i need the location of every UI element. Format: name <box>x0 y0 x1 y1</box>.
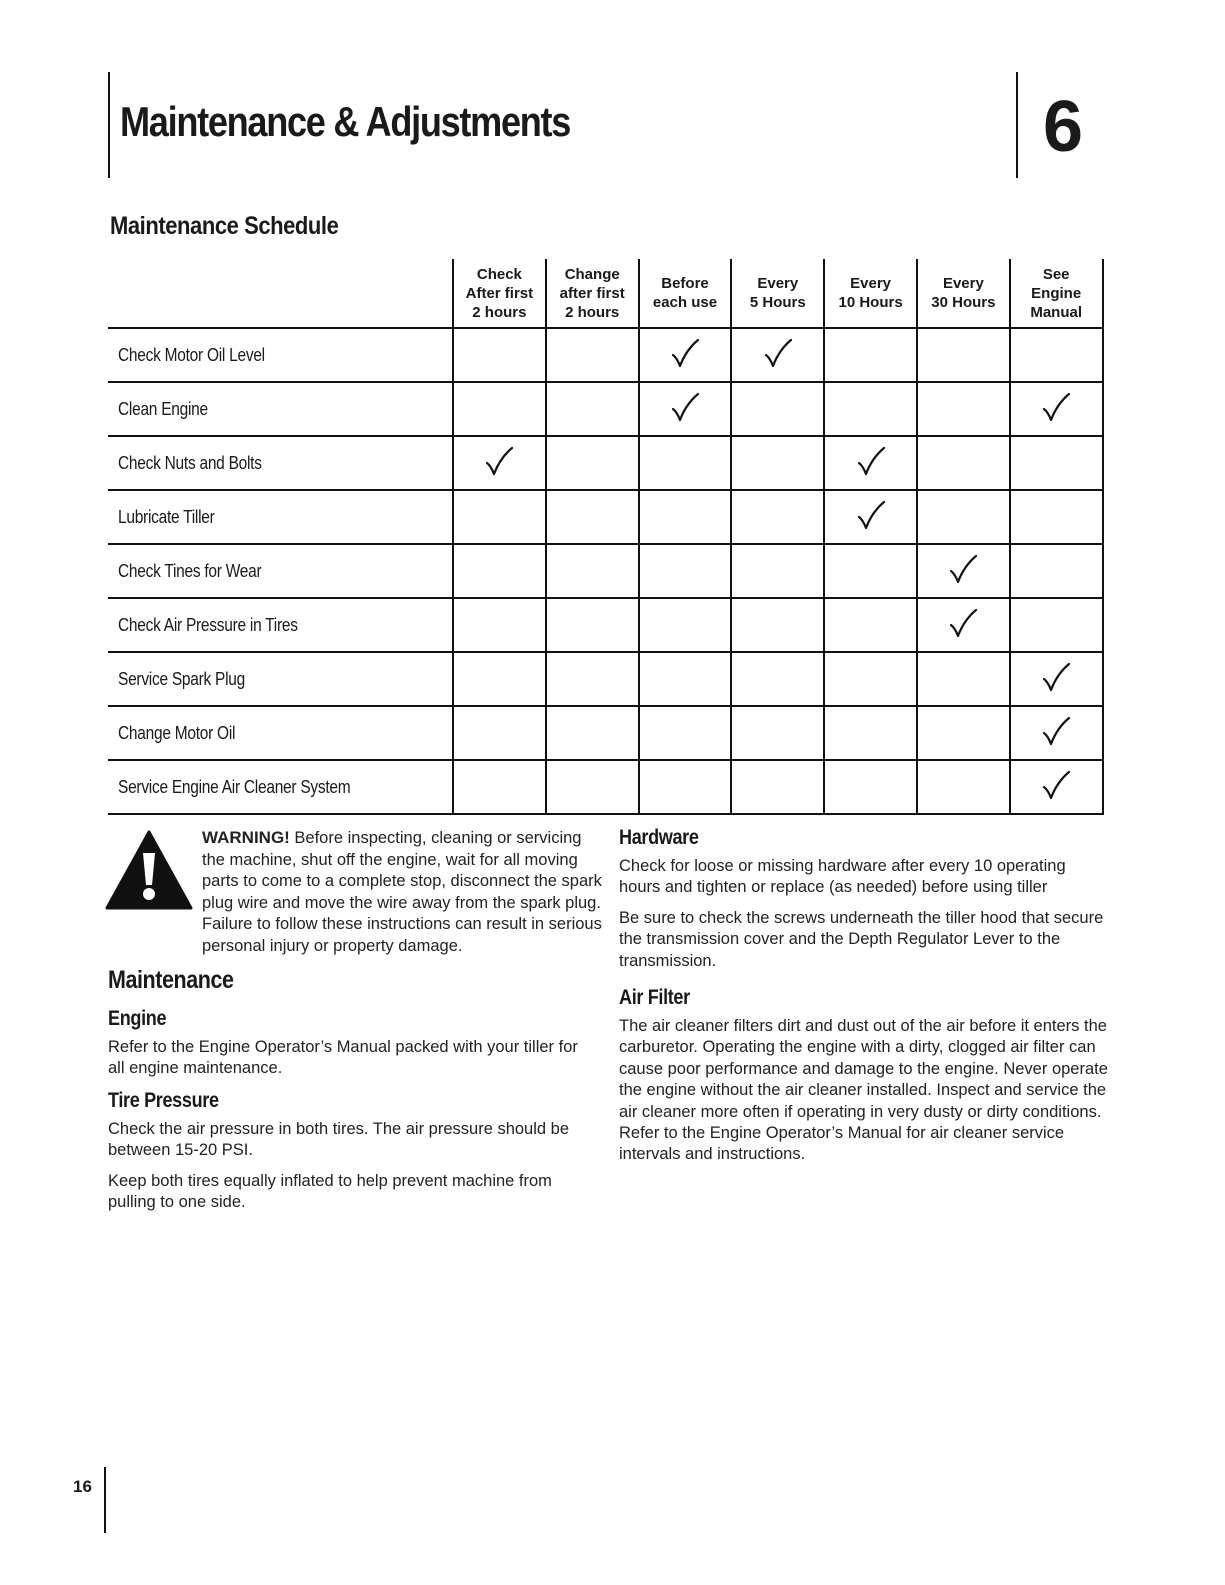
warning-triangle-icon <box>104 829 194 911</box>
schedule-row <box>108 544 1103 598</box>
schedule-cell <box>546 328 639 382</box>
column-header: Every 10 Hours <box>824 259 917 328</box>
schedule-cell <box>824 598 917 652</box>
checkmark-icon <box>1039 390 1073 424</box>
schedule-cell <box>639 760 732 814</box>
schedule-cell <box>1010 490 1103 544</box>
schedule-cell <box>546 652 639 706</box>
schedule-row <box>108 490 1103 544</box>
schedule-row <box>108 760 1103 814</box>
schedule-cell <box>639 544 732 598</box>
task-cell <box>108 760 453 814</box>
column-header: Every 5 Hours <box>731 259 824 328</box>
schedule-row <box>108 652 1103 706</box>
schedule-cell <box>453 328 546 382</box>
title-rule-left <box>108 72 110 178</box>
task-label: Check Nuts and Bolts <box>118 452 262 473</box>
schedule-row <box>108 598 1103 652</box>
schedule-cell <box>453 652 546 706</box>
schedule-cell <box>731 490 824 544</box>
maintenance-schedule-table <box>108 259 1104 815</box>
schedule-cell <box>917 436 1010 490</box>
task-label: Clean Engine <box>118 398 208 419</box>
engine-text: Refer to the Engine Operator’s Manual packed with your tiller for all engine maintenance. <box>108 1038 578 1078</box>
schedule-cell <box>917 652 1010 706</box>
task-cell <box>108 328 453 382</box>
schedule-cell <box>731 544 824 598</box>
right-column <box>619 826 1109 1175</box>
schedule-cell <box>917 328 1010 382</box>
checkmark-icon <box>946 552 980 586</box>
schedule-cell <box>546 490 639 544</box>
schedule-cell <box>824 760 917 814</box>
schedule-cell <box>1010 652 1103 706</box>
schedule-cell <box>731 382 824 436</box>
schedule-cell <box>917 706 1010 760</box>
schedule-cell <box>917 544 1010 598</box>
schedule-cell <box>917 382 1010 436</box>
schedule-row <box>108 328 1103 382</box>
schedule-cell <box>453 382 546 436</box>
schedule-cell <box>546 706 639 760</box>
schedule-cell <box>546 544 639 598</box>
schedule-cell <box>639 490 732 544</box>
task-cell <box>108 706 453 760</box>
task-label: Lubricate Tiller <box>118 506 215 527</box>
task-label: Check Air Pressure in Tires <box>118 614 298 635</box>
schedule-row <box>108 382 1103 436</box>
checkmark-icon <box>761 336 795 370</box>
schedule-cell <box>453 544 546 598</box>
schedule-cell <box>731 436 824 490</box>
column-header: Check After first 2 hours <box>453 259 546 328</box>
schedule-body <box>108 328 1103 814</box>
column-header: Before each use <box>639 259 732 328</box>
chapter-number: 6 <box>1043 87 1084 167</box>
schedule-cell <box>824 382 917 436</box>
checkmark-icon <box>482 444 516 478</box>
schedule-cell <box>1010 706 1103 760</box>
schedule-cell <box>731 760 824 814</box>
task-label: Service Engine Air Cleaner System <box>118 776 351 797</box>
schedule-cell <box>917 598 1010 652</box>
tire-pressure-heading: Tire Pressure <box>108 1088 219 1112</box>
column-header: See Engine Manual <box>1010 259 1103 328</box>
schedule-cell <box>824 544 917 598</box>
task-cell <box>108 544 453 598</box>
checkmark-icon <box>1039 660 1073 694</box>
task-cell <box>108 436 453 490</box>
schedule-cell <box>1010 760 1103 814</box>
tire-pressure-text: Check the air pressure in both tires. The air pressure should be between 15-20 PSI. <box>108 1119 570 1160</box>
schedule-cell <box>731 652 824 706</box>
schedule-cell <box>546 760 639 814</box>
schedule-cell <box>1010 544 1103 598</box>
task-column-header <box>108 259 453 328</box>
schedule-cell <box>917 490 1010 544</box>
schedule-cell <box>917 760 1010 814</box>
checkmark-icon <box>668 336 702 370</box>
schedule-cell <box>1010 382 1103 436</box>
schedule-row <box>108 436 1103 490</box>
schedule-cell <box>639 652 732 706</box>
task-cell <box>108 382 453 436</box>
warning-body: Before inspecting, cleaning or servicing the machine, shut off the engine, wait for all moving parts to come to a complete stop, disconnect the spark plug wire and move the wire away from the spark plug. Failure to follow these instructions can result in serious personal injury or property damage. <box>202 829 602 955</box>
warning-label: WARNING! <box>202 828 290 847</box>
schedule-cell <box>453 490 546 544</box>
page-number-rule <box>104 1467 106 1533</box>
schedule-row <box>108 706 1103 760</box>
hardware-text: Check for loose or missing hardware after every 10 operating hours and tighten or replace (as needed) before using tiller <box>619 857 1066 897</box>
air-filter-heading: Air Filter <box>619 986 690 1010</box>
schedule-cell <box>453 706 546 760</box>
left-column <box>108 966 598 1222</box>
checkmark-icon <box>854 498 888 532</box>
schedule-cell <box>1010 598 1103 652</box>
schedule-cell <box>639 328 732 382</box>
schedule-cell <box>639 382 732 436</box>
page-number: 16 <box>73 1477 92 1496</box>
schedule-cell <box>731 328 824 382</box>
warning-text <box>202 827 602 958</box>
schedule-cell <box>731 598 824 652</box>
schedule-cell <box>639 436 732 490</box>
air-filter-text: The air cleaner filters dirt and dust out of the air before it enters the carburetor. Operating the engine with a dirty, clogged air filter can cause poor performance and damage to the engine. Never operate the engine without the air cleaner installed. Inspect and service the air cleaner more often if operating in very dusty or dirty conditions. Refer to the Engine Operator’s Manual for air cleaner service intervals and instructions. <box>619 1017 1108 1164</box>
schedule-heading: Maintenance Schedule <box>110 212 339 240</box>
schedule-cell <box>546 382 639 436</box>
schedule-cell <box>824 436 917 490</box>
schedule-cell <box>453 760 546 814</box>
schedule-cell <box>639 706 732 760</box>
schedule-cell <box>824 490 917 544</box>
hardware-text-2: Be sure to check the screws underneath the tiller hood that secure the transmission cover and the Depth Regulator Lever to the transmission. <box>619 908 1104 970</box>
task-label: Change Motor Oil <box>118 722 236 743</box>
schedule-cell <box>546 598 639 652</box>
checkmark-icon <box>854 444 888 478</box>
hardware-heading: Hardware <box>619 826 699 849</box>
checkmark-icon <box>1039 768 1073 802</box>
column-header: Every 30 Hours <box>917 259 1010 328</box>
task-cell <box>108 652 453 706</box>
schedule-cell <box>824 652 917 706</box>
schedule-cell <box>453 598 546 652</box>
maintenance-heading: Maintenance <box>108 966 234 994</box>
checkmark-icon <box>946 606 980 640</box>
task-cell <box>108 490 453 544</box>
schedule-cell <box>824 706 917 760</box>
schedule-cell <box>453 436 546 490</box>
schedule-cell <box>824 328 917 382</box>
tire-pressure-text-2: Keep both tires equally inflated to help prevent machine from pulling to one side. <box>108 1171 552 1212</box>
checkmark-icon <box>668 390 702 424</box>
schedule-cell <box>731 706 824 760</box>
schedule-cell <box>546 436 639 490</box>
schedule-cell <box>1010 328 1103 382</box>
schedule-cell <box>639 598 732 652</box>
schedule-cell <box>1010 436 1103 490</box>
task-cell <box>108 598 453 652</box>
title-rule-right <box>1016 72 1018 178</box>
column-header: Change after first 2 hours <box>546 259 639 328</box>
task-label: Check Tines for Wear <box>118 560 262 581</box>
task-label: Check Motor Oil Level <box>118 344 265 365</box>
checkmark-icon <box>1039 714 1073 748</box>
chapter-title: Maintenance & Adjustments <box>120 98 571 145</box>
schedule-header-row <box>108 259 1103 328</box>
engine-heading: Engine <box>108 1007 167 1030</box>
task-label: Service Spark Plug <box>118 668 245 689</box>
